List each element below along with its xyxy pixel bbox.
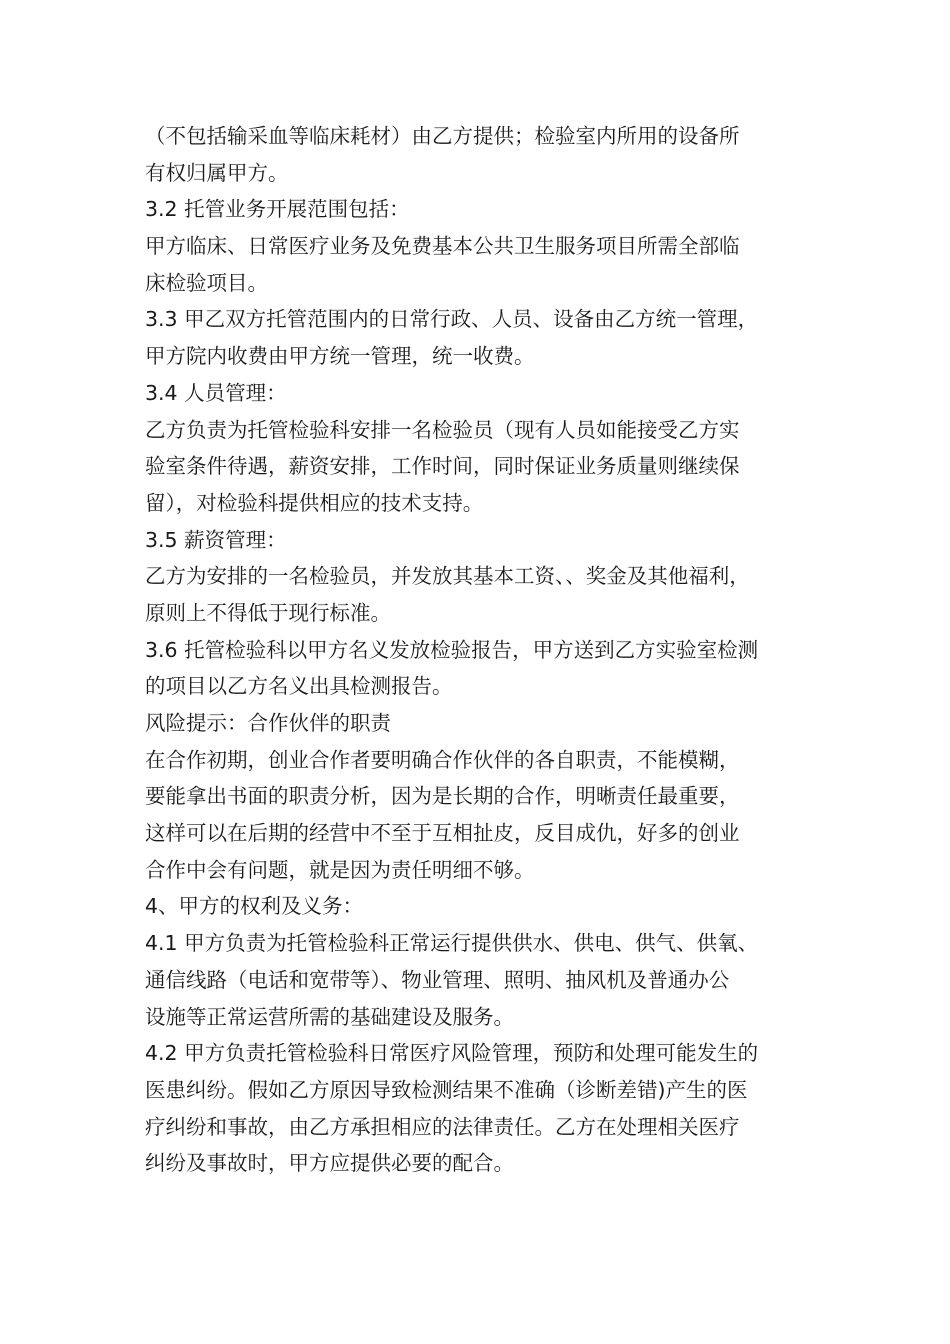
document-body — [145, 118, 815, 1182]
text-line: 4.2 甲方负责托管检验科日常医疗风险管理，预防和处理可能发生的 — [145, 1041, 759, 1066]
text-line: 疗纠纷和事故，由乙方承担相应的法律责任。乙方在处理相关医疗 — [145, 1114, 740, 1139]
text-line: 要能拿出书面的职责分析，因为是长期的合作，明晰责任最重要， — [145, 784, 740, 809]
text-line: 乙方负责为托管检验科安排一名检验员（现有人员如能接受乙方实 — [145, 417, 740, 442]
text-line: 这样可以在后期的经营中不至于互相扯皮，反目成仇，好多的创业 — [145, 821, 740, 846]
text-line: （不包括输采血等临床耗材）由乙方提供；检验室内所用的设备所 — [145, 124, 740, 148]
text-line: 的项目以乙方名义出具检测报告。 — [145, 674, 453, 699]
risk-heading: 风险提示：合作伙伴的职责 — [145, 711, 391, 735]
section-heading: 3.2 托管业务开展范围包括： — [145, 197, 410, 222]
text-line: 甲方院内收费由甲方统一管理，统一收费。 — [145, 344, 535, 369]
text-line: 3.6 托管检验科以甲方名义发放检验报告，甲方送到乙方实验室检测 — [145, 637, 759, 662]
text-line: 验室条件待遇，薪资安排，工作时间，同时保证业务质量则继续保 — [145, 454, 740, 479]
text-line: 有权归属甲方。 — [145, 160, 289, 185]
text-line: 床检验项目。 — [145, 270, 268, 295]
text-line: 通信线路（电话和宽带等）、物业管理、照明、抽风机及普通办公 — [145, 967, 730, 992]
text-line: 合作中会有问题，就是因为责任明细不够。 — [145, 857, 535, 882]
text-line: 原则上不得低于现行标准。 — [145, 600, 391, 625]
section-heading: 3.4 人员管理： — [145, 380, 287, 405]
text-line: 甲方临床、日常医疗业务及免费基本公共卫生服务项目所需全部临 — [145, 234, 740, 259]
text-line: 乙方为安排的一名检验员，并发放其基本工资、、奖金及其他福利， — [145, 564, 750, 589]
text-line: 在合作初期，创业合作者要明确合作伙伴的各自职责，不能模糊， — [145, 747, 740, 772]
section-heading: 4、甲方的权利及义务： — [145, 894, 364, 919]
text-line: 医患纠纷。假如乙方原因导致检测结果不准确（诊断差错)产生的医 — [145, 1077, 748, 1102]
section-heading: 3.5 薪资管理： — [145, 527, 287, 552]
text-line: 留），对检验科提供相应的技术支持。 — [145, 490, 484, 515]
text-line: 3.3 甲乙双方托管范围内的日常行政、人员、设备由乙方统一管理， — [145, 307, 759, 332]
text-line: 纠纷及事故时，甲方应提供必要的配合。 — [145, 1151, 514, 1176]
text-line: 设施等正常运营所需的基础建设及服务。 — [145, 1004, 514, 1029]
text-line: 4.1 甲方负责为托管检验科正常运行提供供水、供电、供气、供氧、 — [145, 931, 759, 956]
